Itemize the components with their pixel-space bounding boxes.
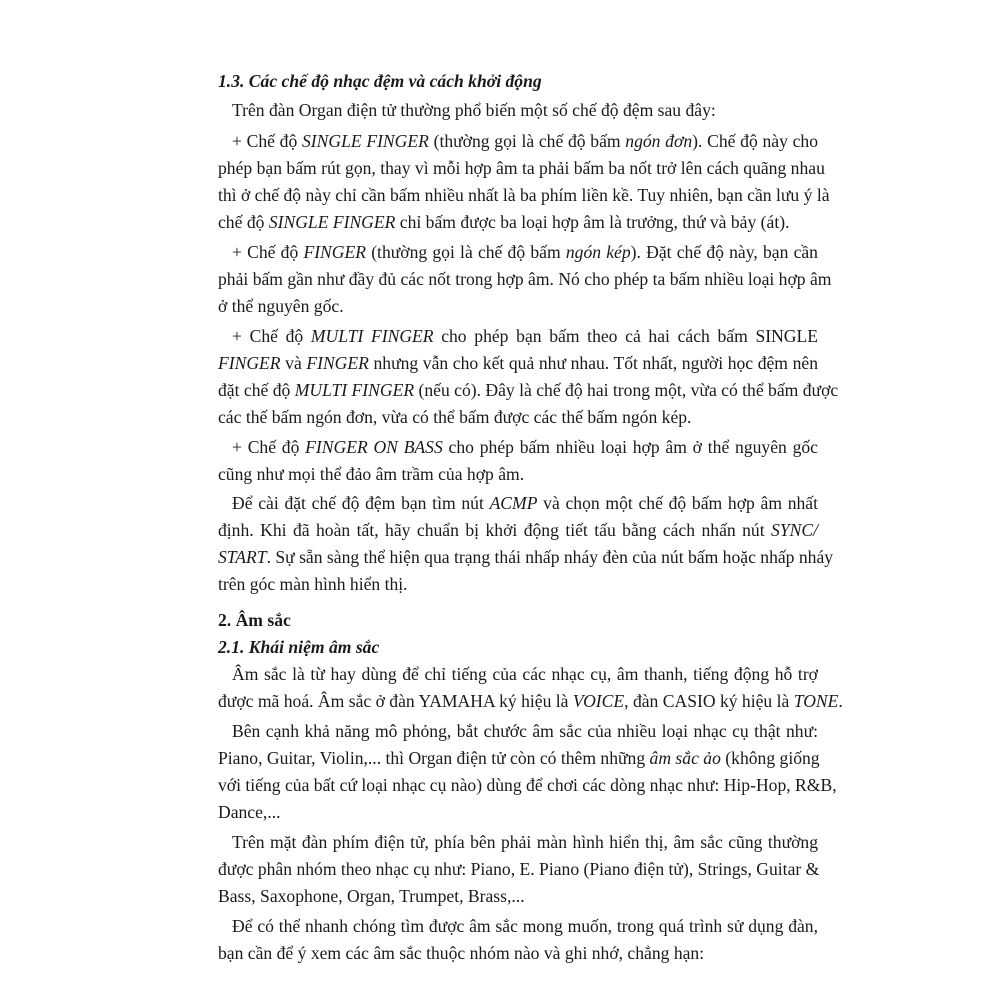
timbre-p3-line-2: được phân nhóm theo nhạc cụ như: Piano, E. Piano (Piano điện tử), Strings, Guitar &	[218, 859, 820, 879]
timbre-p2-line-3: với tiếng của bất cứ loại nhạc cụ nào) dùng để chơi các dòng nhạc như: Hip-Hop, R&B,	[218, 775, 837, 795]
timbre-p1-line-1: Âm sắc là từ hay dùng để chỉ tiếng của các nhạc cụ, âm thanh, tiếng động hỗ trợ	[232, 664, 818, 684]
setup-line-3: START. Sự sẵn sàng thể hiện qua trạng thái nhấp nháy đèn của nút bấm hoặc nhấp nháy	[218, 547, 834, 567]
section-heading-2: 2. Âm sắc	[218, 610, 291, 630]
multi-finger-line-4: các thế bấm ngón đơn, vừa có thể bấm được các thế bấm ngón kép.	[218, 407, 692, 427]
finger-on-bass-line-1: + Chế độ FINGER ON BASS cho phép bấm nhiều loại hợp âm ở thể nguyên gốc	[232, 437, 818, 457]
setup-line-2: định. Khi đã hoàn tất, hãy chuẩn bị khởi động tiết tấu bằng cách nhấn nút SYNC/	[218, 520, 818, 540]
timbre-p2-line-1: Bên cạnh khả năng mô phỏng, bắt chước âm sắc của nhiều loại nhạc cụ thật như:	[232, 721, 818, 741]
section-heading-1-3: 1.3. Các chế độ nhạc đệm và cách khởi động	[218, 71, 542, 91]
setup-line-1: Để cài đặt chế độ đệm bạn tìm nút ACMP và chọn một chế độ bấm hợp âm nhất	[232, 493, 819, 513]
timbre-p1-line-2: được mã hoá. Âm sắc ở đàn YAMAHA ký hiệu là VOICE, đàn CASIO ký hiệu là TONE.	[218, 691, 843, 711]
multi-finger-line-3: đặt chế độ MULTI FINGER (nếu có). Đây là chế độ hai trong một, vừa có thể bấm được	[218, 380, 839, 400]
timbre-p3-line-3: Bass, Saxophone, Organ, Trumpet, Brass,...	[218, 886, 525, 906]
timbre-p2-line-4: Dance,...	[218, 802, 281, 822]
timbre-p3-line-1: Trên mặt đàn phím điện tử, phía bên phải màn hình hiển thị, âm sắc cũng thường	[232, 832, 818, 852]
setup-line-4: trên góc màn hình hiển thị.	[218, 574, 408, 594]
multi-finger-line-1: + Chế độ MULTI FINGER cho phép bạn bấm theo cả hai cách bấm SINGLE	[232, 326, 818, 346]
single-finger-line-1: + Chế độ SINGLE FINGER (thường gọi là chế độ bấm ngón đơn). Chế độ này cho	[232, 131, 818, 151]
timbre-p4-line-2: bạn cần để ý xem các âm sắc thuộc nhóm nào và ghi nhớ, chẳng hạn:	[218, 943, 705, 963]
single-finger-line-2: phép bạn bấm rút gọn, thay vì mỗi hợp âm ta phải bấm ba nốt trở lên cách quãng nhau	[218, 158, 825, 178]
finger-line-2: phải bấm gần như đầy đủ các nốt trong hợp âm. Nó cho phép ta bấm nhiều loại hợp âm	[218, 269, 832, 289]
finger-on-bass-line-2: cũng như mọi thể đảo âm trầm của hợp âm.	[218, 464, 525, 484]
finger-line-3: ở thể nguyên gốc.	[218, 296, 344, 316]
multi-finger-line-2: FINGER và FINGER nhưng vẫn cho kết quả như nhau. Tốt nhất, người học đệm nên	[218, 353, 818, 373]
timbre-p4-line-1: Để có thể nhanh chóng tìm được âm sắc mong muốn, trong quá trình sử dụng đàn,	[232, 916, 818, 936]
intro-paragraph: Trên đàn Organ điện tử thường phổ biến một số chế độ đệm sau đây:	[232, 100, 716, 120]
section-heading-2-1: 2.1. Khái niệm âm sắc	[218, 637, 380, 657]
timbre-p2-line-2: Piano, Guitar, Violin,... thì Organ điện tử còn có thêm những âm sắc ảo (không giống	[218, 748, 820, 768]
finger-line-1: + Chế độ FINGER (thường gọi là chế độ bấm ngón kép). Đặt chế độ này, bạn cần	[232, 242, 818, 262]
single-finger-line-3: thì ở chế độ này chỉ cần bấm nhiều nhất là ba phím liền kề. Tuy nhiên, bạn cần lưu ý là	[218, 185, 830, 205]
single-finger-line-4: chế độ SINGLE FINGER chỉ bấm được ba loại hợp âm là trưởng, thứ và bảy (át).	[218, 212, 790, 232]
